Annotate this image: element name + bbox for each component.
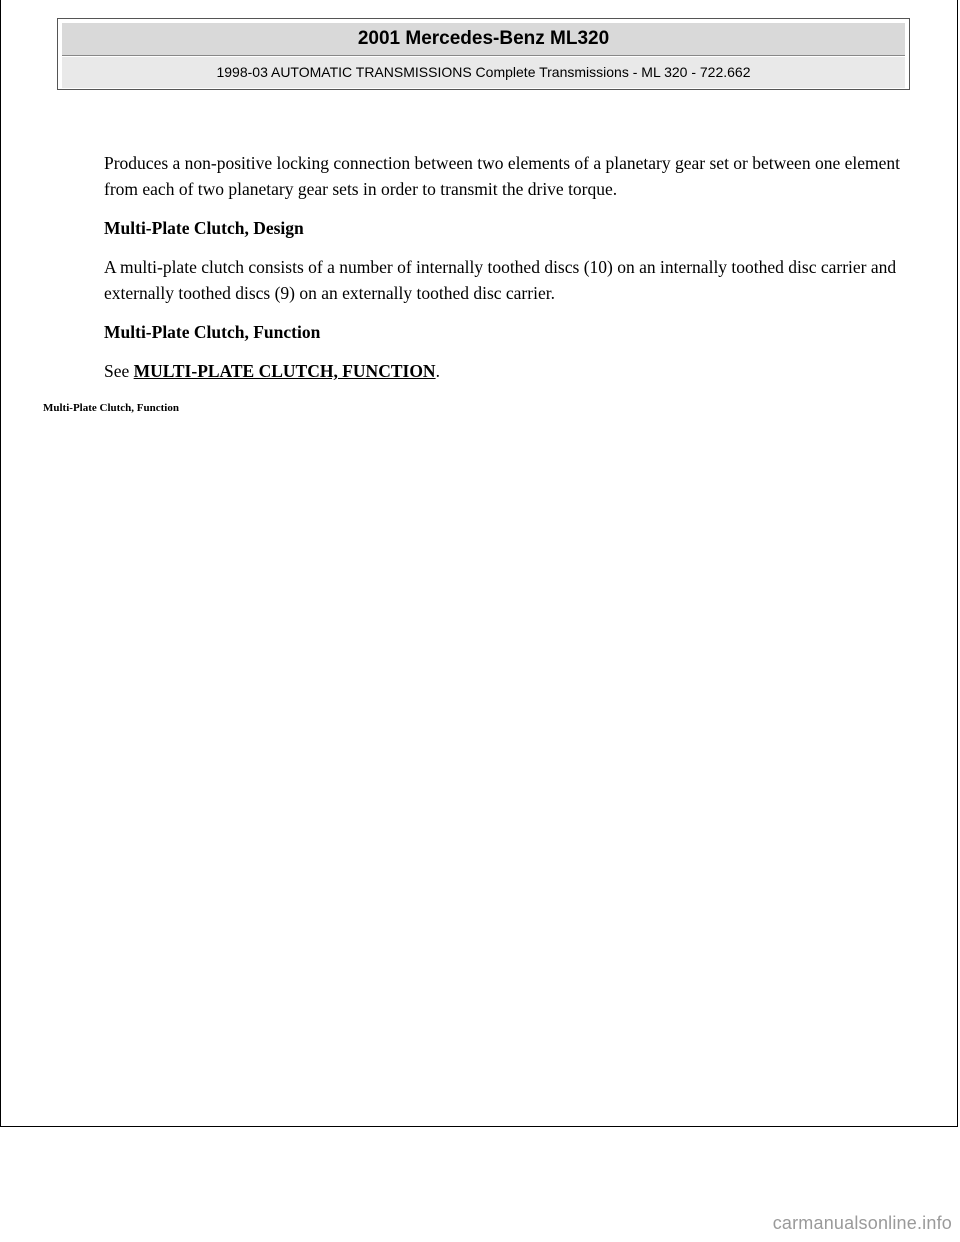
header-title: 2001 Mercedes-Benz ML320 (62, 23, 905, 56)
intro-paragraph: Produces a non-positive locking connection between two elements of a planetary gear set or between one element from each of two planetary gear sets in order to transmit the drive torque. (104, 153, 900, 199)
watermark[interactable]: carmanualsonline.info (772, 1213, 952, 1233)
document-header (57, 18, 910, 90)
see-reference (104, 358, 904, 384)
see-suffix: . (435, 361, 440, 381)
header-panel (62, 23, 905, 85)
document-body (104, 150, 904, 384)
figure-caption: Multi-Plate Clutch, Function (43, 402, 179, 414)
see-prefix: See (104, 361, 134, 381)
design-paragraph: A multi-plate clutch consists of a number of internally toothed discs (10) on an internally toothed disc carrier and externally toothed discs (9) on an externally toothed disc carrier. (104, 257, 897, 303)
section-heading-design: Multi-Plate Clutch, Design (104, 218, 304, 238)
section-heading-function: Multi-Plate Clutch, Function (104, 322, 321, 342)
header-subtitle: 1998-03 AUTOMATIC TRANSMISSIONS Complete Transmissions - ML 320 - 722.662 (62, 56, 905, 88)
multi-plate-clutch-function-link[interactable]: MULTI-PLATE CLUTCH, FUNCTION (133, 361, 436, 381)
